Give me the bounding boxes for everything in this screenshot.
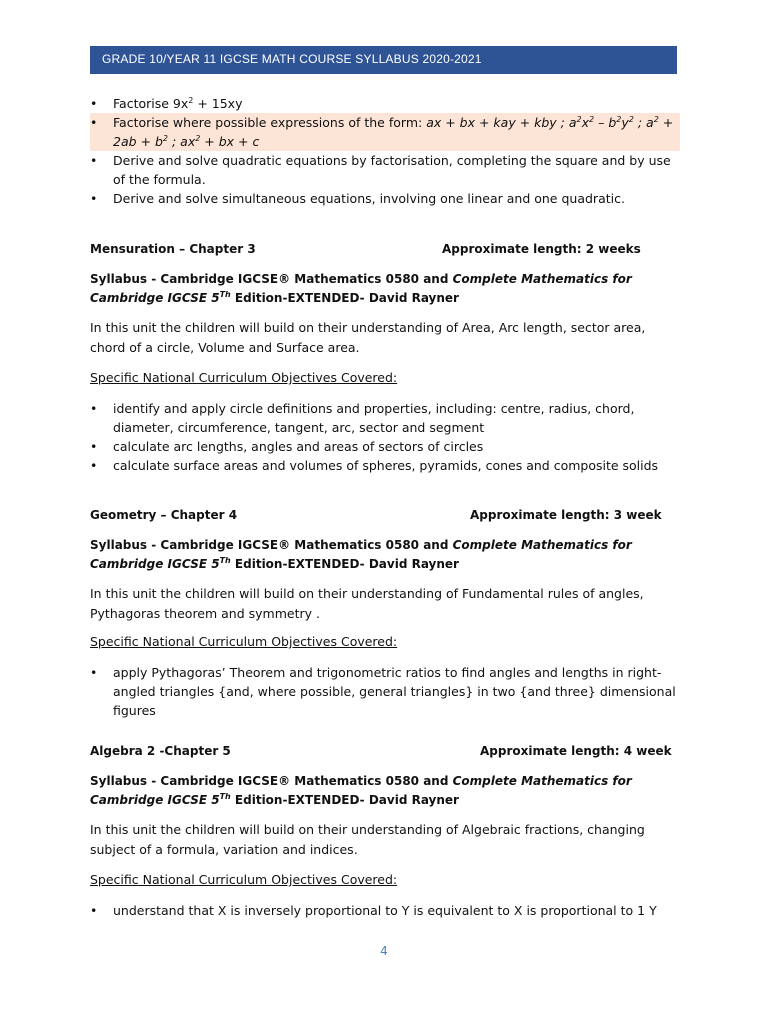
syllabus-reference: Syllabus - Cambridge IGCSE® Mathematics 0580 and Complete Mathematics for Cambridge IGCSE 5Th Edition-EXTENDED- David Rayner <box>90 538 632 571</box>
unit-intro: In this unit the children will build on their understanding of Algebraic fractions, changing subject of a formula, variation and indices. <box>90 822 645 857</box>
chapter-heading: Algebra 2 -Chapter 5 <box>90 744 231 758</box>
chapter-heading: Geometry – Chapter 4 <box>90 508 238 522</box>
objectives-list <box>90 901 680 920</box>
objectives-list <box>90 399 680 475</box>
list-item: • calculate surface areas and volumes of spheres, pyramids, cones and composite solids <box>90 456 680 475</box>
header-title: GRADE 10/YEAR 11 IGCSE MATH COURSE SYLLABUS 2020-2021 <box>102 52 482 66</box>
list-item: • identify and apply circle definitions and properties, including: centre, radius, chord, diameter, circumference, tangent, arc, sector and segment <box>90 399 680 437</box>
intro-bullet-list <box>90 94 680 208</box>
unit-intro: In this unit the children will build on their understanding of Area, Arc length, sector area, chord of a circle, Volume and Surface area. <box>90 320 646 355</box>
list-item: • Derive and solve simultaneous equations, involving one linear and one quadratic. <box>90 189 680 208</box>
syllabus-reference: Syllabus - Cambridge IGCSE® Mathematics 0580 and Complete Mathematics for Cambridge IGCSE 5Th Edition-EXTENDED- David Rayner <box>90 774 632 807</box>
list-item: • understand that X is inversely proportional to Y is equivalent to X is proportional to 1 Y <box>90 901 680 920</box>
list-item: • apply Pythagoras’ Theorem and trigonometric ratios to find angles and lengths in right-angled triangles {and, where possible, general triangles} in two {and three} dimensional figures <box>90 663 680 720</box>
unit-intro: In this unit the children will build on their understanding of Fundamental rules of angles, Pythagoras theorem and symmetry . <box>90 586 644 621</box>
objectives-label: Specific National Curriculum Objectives Covered: <box>90 634 398 649</box>
list-item: • calculate arc lengths, angles and areas of sectors of circles <box>90 437 680 456</box>
chapter-length: Approximate length: 4 week <box>480 744 672 758</box>
syllabus-reference: Syllabus - Cambridge IGCSE® Mathematics 0580 and Complete Mathematics for Cambridge IGCSE 5Th Edition-EXTENDED- David Rayner <box>90 272 632 305</box>
objectives-list <box>90 663 680 720</box>
page-number: 4 <box>380 944 388 958</box>
list-item: • Derive and solve quadratic equations by factorisation, completing the square and by use of the formula. <box>90 151 680 189</box>
objectives-label: Specific National Curriculum Objectives Covered: <box>90 872 398 887</box>
header-bar <box>90 46 677 74</box>
objectives-label: Specific National Curriculum Objectives Covered: <box>90 370 398 385</box>
highlighted-list-item: • Factorise where possible expressions of the form: ax + bx + kay + kby ; $a^2x^2 - b^2y^2$ ; $a^2 + 2ab + b^2$ ; $ax^2$ + bx + c <box>90 113 680 151</box>
chapter-length: Approximate length: 3 week <box>470 508 662 522</box>
list-item: • Factorise $9x^2 + 15xy$ <box>90 94 680 113</box>
chapter-heading: Mensuration – Chapter 3 <box>90 242 256 256</box>
chapter-length: Approximate length: 2 weeks <box>442 242 641 256</box>
